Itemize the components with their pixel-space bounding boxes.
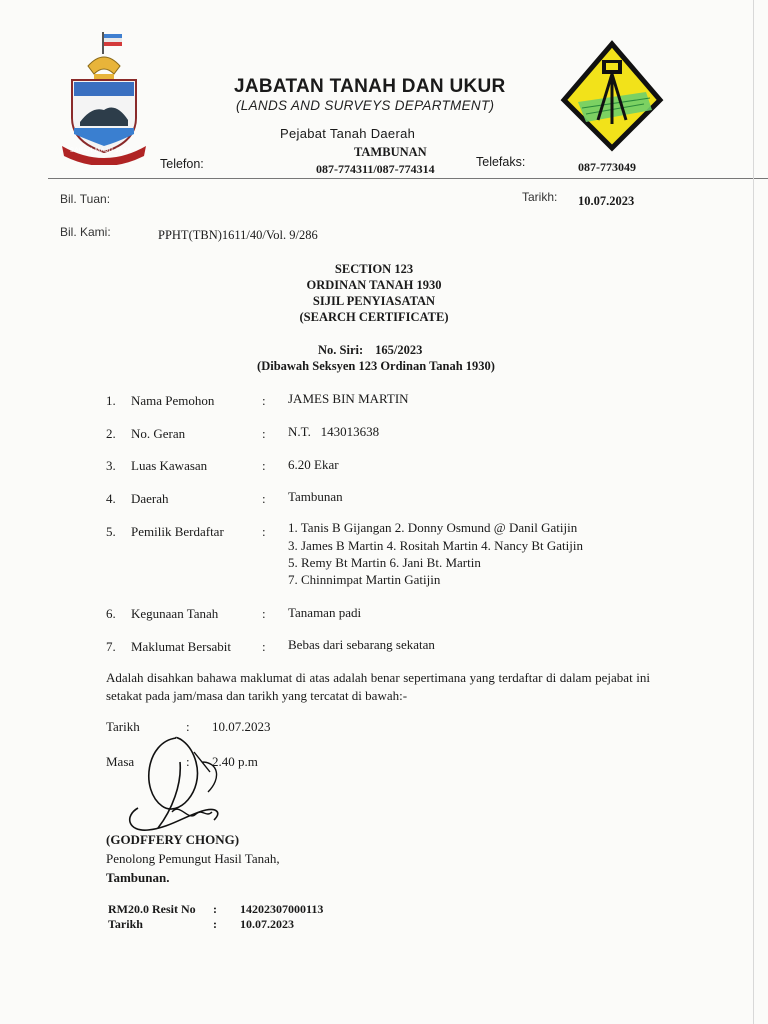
- department-subtitle: (LANDS AND SURVEYS DEPARTMENT): [236, 98, 495, 113]
- certification-text: Adalah disahkan bahawa maklumat di atas adalah benar sepertimana yang terdaftar di dalam pejabat ini setakat pada jam/masa dan tarikh yang tercatat di bawah:-: [106, 670, 650, 703]
- date-value: 10.07.2023: [578, 194, 635, 208]
- signer-name: (GODFFERY CHONG): [106, 832, 240, 847]
- item-colon: :: [262, 639, 266, 654]
- sabah-crest-icon: [58, 30, 150, 165]
- item-colon: :: [262, 491, 266, 506]
- item-value: Bebas dari sebarang sekatan: [288, 637, 435, 652]
- serial-number: [318, 343, 422, 358]
- bil-tuan-label: Bil. Tuan:: [60, 192, 111, 206]
- receipt-date-colon: :: [213, 917, 217, 931]
- item-colon: :: [262, 426, 266, 441]
- signoff-time-label: Masa: [106, 754, 135, 769]
- item-number: 1.: [106, 393, 116, 408]
- item-label: Kegunaan Tanah: [131, 606, 219, 621]
- serial-subtitle: (Dibawah Seksyen 123 Ordinan Tanah 1930): [257, 359, 495, 373]
- district-name: TAMBUNAN: [354, 145, 427, 159]
- item-label: Daerah: [131, 491, 169, 506]
- item-value: Tanaman padi: [288, 605, 362, 620]
- owner-line: 7. Chinnimpat Martin Gatijin: [288, 572, 441, 587]
- item-colon: :: [262, 393, 266, 408]
- item-colon: :: [262, 606, 266, 621]
- receipt-colon: :: [213, 902, 217, 916]
- item-label: Maklumat Bersabit: [131, 639, 232, 654]
- signature-icon: [118, 732, 238, 842]
- signoff-time-colon: :: [186, 754, 190, 769]
- office-name: Pejabat Tanah Daerah: [280, 126, 416, 141]
- bil-kami-label: Bil. Kami:: [60, 225, 111, 239]
- certificate-title: SIJIL PENYIASATAN: [312, 294, 436, 308]
- certificate-title-en: (SEARCH CERTIFICATE): [299, 310, 449, 324]
- bil-kami-value: PPHT(TBN)1611/40/Vol. 9/286: [158, 228, 318, 242]
- signoff-time-value: 2.40 p.m: [212, 754, 258, 769]
- item-number: 3.: [106, 458, 116, 473]
- owner-line: 3. James B Martin 4. Rositah Martin 4. Nancy Bt Gatijin: [288, 538, 583, 553]
- item-value: Tambunan: [288, 489, 343, 504]
- receipt-date: 10.07.2023: [240, 917, 294, 931]
- signoff-date-label: Tarikh: [106, 719, 140, 734]
- section-title: SECTION 123: [334, 262, 414, 276]
- item-label: Luas Kawasan: [131, 458, 208, 473]
- item-number: 7.: [106, 639, 116, 654]
- department-title: JABATAN TANAH DAN UKUR: [234, 76, 506, 97]
- item-value: 6.20 Ekar: [288, 457, 339, 472]
- owner-line: 1. Tanis B Gijangan 2. Donny Osmund @ Danil Gatijin: [288, 520, 578, 535]
- crest-motto: SABAH MAJU JAYA: [70, 148, 132, 154]
- serial-label: No. Siri:: [318, 343, 364, 357]
- page-edge: [753, 0, 754, 1024]
- receipt-label: RM20.0 Resit No: [108, 902, 196, 916]
- fax-number: 087-773049: [578, 160, 636, 174]
- signer-place: Tambunan.: [106, 870, 170, 885]
- item-value: N.T. 143013638: [288, 424, 380, 439]
- item-number: 5.: [106, 524, 116, 539]
- item-label: No. Geran: [131, 426, 186, 441]
- item-number: 2.: [106, 426, 116, 441]
- lands-surveys-logo-icon: [556, 40, 668, 152]
- item-label: Pemilik Berdaftar: [131, 524, 224, 539]
- receipt-number: 14202307000113: [240, 902, 324, 916]
- serial-value: 165/2023: [375, 343, 423, 357]
- signoff-date-value: 10.07.2023: [212, 719, 271, 734]
- signoff-date-colon: :: [186, 719, 190, 734]
- fax-label: Telefaks:: [476, 155, 526, 169]
- item-colon: :: [262, 458, 266, 473]
- date-label: Tarikh:: [522, 190, 558, 204]
- phone-number: 087-774311/087-774314: [316, 162, 435, 176]
- receipt-date-label: Tarikh: [108, 917, 143, 931]
- item-value: JAMES BIN MARTIN: [288, 391, 409, 406]
- ordinance-title: ORDINAN TANAH 1930: [306, 278, 442, 292]
- item-number: 6.: [106, 606, 116, 621]
- item-number: 4.: [106, 491, 116, 506]
- signer-position: Penolong Pemungut Hasil Tanah,: [106, 851, 280, 866]
- item-colon: :: [262, 524, 266, 539]
- owner-line: 5. Remy Bt Martin 6. Jani Bt. Martin: [288, 555, 481, 570]
- phone-label: Telefon:: [160, 157, 204, 171]
- item-label: Nama Pemohon: [131, 393, 215, 408]
- header-divider: [48, 178, 768, 179]
